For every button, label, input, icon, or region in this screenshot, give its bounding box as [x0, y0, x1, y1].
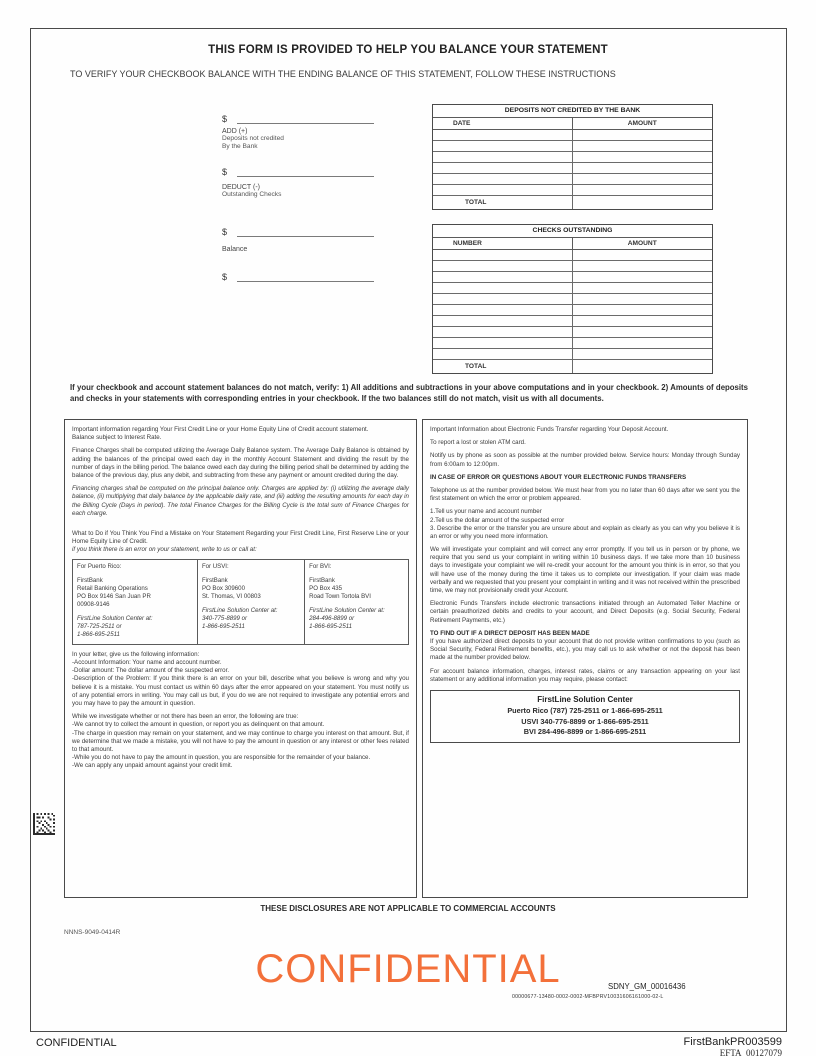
phone-line: 340-775-8899 or	[201, 615, 247, 623]
add-sub-line-2: By the Bank	[222, 143, 258, 151]
table-cell	[433, 250, 573, 260]
table-cell	[573, 283, 713, 293]
table-cell	[433, 272, 573, 282]
table-cell	[433, 349, 573, 359]
table-cell	[573, 316, 713, 326]
region-label: For BVI:	[309, 563, 332, 571]
contact-usvi	[197, 560, 304, 643]
contact-bvi	[304, 560, 408, 643]
deposits-total-row	[433, 196, 712, 209]
table-cell	[573, 294, 713, 304]
table-empty-row	[433, 185, 712, 196]
finance-charges-paragraph: Finance Charges shall be computed utilizing the Average Daily Balance system. The Average Daily Balance is obtained by adding the balances of the principal owed each day in the monthly Account Statement and dividing the result by the number of days in the billing period. The balance owed each day during the billing period shall be determined by adding the balance of the previous day, plus any debit, and subtracting from these any payment or amount credited during the day.	[72, 447, 409, 479]
table-empty-row	[433, 294, 712, 305]
checks-total-label: TOTAL	[433, 360, 573, 373]
table-cell	[573, 141, 713, 151]
balance-subject-line: Balance subject to Interest Rate.	[72, 434, 162, 442]
table-empty-row	[433, 349, 712, 360]
deposits-table-body	[433, 130, 712, 196]
checks-col-amount: AMOUNT	[627, 240, 657, 247]
amount-line-3	[222, 225, 374, 237]
add-label: ADD (+)	[222, 128, 248, 135]
table-empty-row	[433, 327, 712, 338]
investigate-item: -We cannot try to collect the amount in question, or report you as delinquent on that amount.	[72, 721, 325, 729]
table-empty-row	[433, 316, 712, 327]
address-line: 00908-9146	[77, 601, 110, 609]
table-cell	[433, 261, 573, 271]
table-cell	[573, 163, 713, 173]
table-empty-row	[433, 152, 712, 163]
table-empty-row	[433, 283, 712, 294]
deduct-sub-line: Outstanding Checks	[222, 191, 282, 199]
credit-disclosure-heading: Important information regarding Your First Credit Line or your Home Equity Line of Credit account statement.	[72, 426, 369, 433]
table-cell	[433, 283, 573, 293]
deposits-table-title: DEPOSITS NOT CREDITED BY THE BANK	[433, 105, 712, 118]
verify-paragraph	[70, 383, 748, 405]
mistake-heading: What to Do if You Think You Find a Mistake on Your Statement Regarding your First Credit Line, First Reserve Line or your Home Equity Line of Credit.	[72, 529, 409, 546]
phone-line: 1-866-695-2511	[201, 622, 245, 630]
deposits-table-header	[433, 118, 712, 130]
solution-center-phone-usvi: USVI 340-776-8899 or 1-866-695-2511	[521, 716, 649, 726]
amount-line-2	[222, 165, 374, 177]
step-item: 1.Tell us your name and account number	[430, 508, 542, 516]
address-line: FirstBank	[77, 577, 103, 585]
form-instructions: TO VERIFY YOUR CHECKBOOK BALANCE WITH THE ENDING BALANCE OF THIS STATEMENT, FOLLOW THESE INSTRUCTIONS	[70, 69, 616, 79]
add-sub-line-1: Deposits not credited	[222, 135, 284, 142]
table-cell	[573, 185, 713, 195]
solution-center-phone-pr: Puerto Rico (787) 725-2511 or 1-866-695-2511	[507, 706, 663, 716]
checks-table-body	[433, 250, 712, 360]
table-empty-row	[433, 261, 712, 272]
table-cell	[433, 327, 573, 337]
investigate-item: -The charge in question may remain on your statement, and we may continue to charge you interest on that amount. But, if we determine that we made a mistake, you will not have to pay the amount in question or any interest or other fees related to that amount.	[72, 729, 409, 753]
phone-line: 1-866-695-2511	[77, 630, 120, 638]
disclosure-boxes	[64, 419, 748, 898]
atm-report-line: To report a lost or stolen ATM card.	[430, 439, 526, 447]
table-cell	[573, 174, 713, 184]
table-cell	[573, 305, 713, 315]
table-cell	[433, 130, 573, 140]
table-cell	[433, 316, 573, 326]
table-cell	[573, 250, 713, 260]
confidential-watermark: CONFIDENTIAL	[255, 947, 561, 991]
address-line: PO Box 309600	[201, 585, 245, 593]
solution-center-phone-bvi: BVI 284-496-8899 or 1-866-695-2511	[523, 726, 647, 736]
contact-puerto-rico	[73, 560, 197, 643]
credit-line-disclosure-box	[64, 419, 417, 898]
table-cell	[433, 141, 573, 151]
step-item: 3. Describe the error or the transfer you are unsure about and explain as clearly as you can why you believe it is an error or why you need more information.	[430, 524, 740, 540]
table-empty-row	[433, 250, 712, 261]
deposits-total-label: TOTAL	[433, 196, 573, 209]
table-cell	[573, 261, 713, 271]
solution-center-box	[430, 690, 740, 743]
table-cell	[573, 130, 713, 140]
commercial-accounts-disclaimer: THESE DISCLOSURES ARE NOT APPLICABLE TO COMMERCIAL ACCOUNTS	[260, 904, 556, 913]
dollar-sign: $	[222, 271, 228, 282]
address-line: FirstBank	[201, 577, 228, 585]
dollar-sign: $	[222, 114, 228, 124]
form-title: THIS FORM IS PROVIDED TO HELP YOU BALANCE YOUR STATEMENT	[208, 44, 608, 56]
letter-item: -Description of the Problem: If you think there is an error on your bill, describe what you believe is wrong and why you believe it is a mistake. You must contact us within 60 days after the error appeared on your statement. You must notify us of any potential errors in writing. You may call us but, if you do we are not required to investigate any potential errors and you may have to pay the amount in question.	[72, 675, 409, 707]
solution-center-label: FirstLine Solution Center at:	[309, 607, 385, 615]
blank-amount-rule	[237, 281, 374, 282]
checks-table-title: CHECKS OUTSTANDING	[433, 225, 712, 238]
table-empty-row	[433, 163, 712, 174]
investigate-item: -While you do not have to pay the amount in question, you are responsible for the remainder of your balance.	[72, 754, 371, 762]
solution-center-title: FirstLine Solution Center	[537, 694, 633, 704]
solution-center-label: FirstLine Solution Center at:	[77, 615, 153, 623]
table-cell	[433, 163, 573, 173]
solution-center-label: FirstLine Solution Center at:	[201, 607, 278, 615]
balance-worksheet	[222, 112, 374, 282]
table-cell	[573, 327, 713, 337]
checks-col-number: NUMBER	[433, 238, 573, 249]
balance-info-paragraph: For account balance information, charges, interest rates, claims or any transaction appearing on your last statement or any additional information you may require, please contact:	[430, 667, 740, 683]
letter-item: -Account Information: Your name and account number.	[72, 659, 222, 666]
table-empty-row	[433, 130, 712, 141]
error-questions-heading: IN CASE OF ERROR OR QUESTIONS ABOUT YOUR ELECTRONIC FUNDS TRANSFERS	[430, 473, 687, 481]
efta-number: EFTA_00127079	[719, 1048, 782, 1056]
deposits-col-amount: AMOUNT	[627, 120, 657, 127]
regional-contacts-table	[72, 559, 409, 644]
deposits-table	[432, 104, 713, 210]
bates-number: SDNY_GM_00016436	[608, 982, 686, 991]
deposits-col-date: DATE	[433, 118, 573, 129]
region-label: For USVI:	[201, 563, 229, 571]
phone-line: 284-496-8899 or	[309, 615, 355, 623]
direct-deposit-paragraph: If you have authorized direct deposits to your account that do not provide written confirmations to you (such as Social Security, Federal Retirement benefits, etc.), you may call us to ask whether or not the deposit has been made at the number provided below.	[430, 637, 740, 662]
datamatrix-code-icon	[33, 813, 55, 835]
investigate-intro: While we investigate whether or not there has been an error, the following are true:	[72, 713, 299, 721]
table-cell	[433, 294, 573, 304]
dollar-sign: $	[222, 226, 228, 237]
blank-amount-rule	[237, 176, 374, 177]
checks-total-row	[433, 360, 712, 373]
mistake-note: if you think there is an error on your statement, write to us or call at:	[72, 546, 257, 554]
address-line: PO Box 435	[309, 585, 342, 593]
telephone-paragraph: Telephone us at the number provided below. We must hear from you no later than 60 days after we sent you the first statement on which the error or problem appeared.	[430, 486, 740, 503]
form-number: NNNS-9049-0414R	[64, 929, 121, 936]
barcode-text-line: 00000677-13480-0002-0002-MFBPRV10031606161000-02-L	[512, 994, 664, 1000]
table-cell	[573, 338, 713, 348]
balance-label: Balance	[222, 245, 248, 253]
table-cell	[433, 174, 573, 184]
checks-table-header	[433, 238, 712, 250]
table-cell	[573, 152, 713, 162]
table-empty-row	[433, 272, 712, 283]
eft-include-paragraph: Electronic Funds Transfers include electronic transactions initiated through an Automated Teller Machine or certain preauthorized debits and credits to your account, and Direct Deposits (e.g. Social Security, Federal Retirement Payments, etc.)	[430, 600, 740, 624]
table-cell	[433, 152, 573, 162]
address-line: PO Box 9146 San Juan PR	[77, 593, 151, 601]
deduct-label: DEDUCT (-)	[222, 184, 260, 192]
amount-line-1	[222, 112, 374, 124]
table-cell	[433, 185, 573, 195]
financing-charges-paragraph: Financing charges shall be computed on the principal balance only. Charges are applied by: (i) utilizing the average daily balance, (ii) multiplying that daily balance by the applicable daily rate, and (iii) adding the resulting amounts for each day in the Billing Cycle (Days in period). The total Finance Charges for the Billing Cycle is the total sum of Finance Charges for each charge.	[72, 485, 409, 517]
amount-line-4	[222, 270, 374, 282]
phone-line: 1-866-695-2511	[309, 622, 353, 630]
direct-deposit-heading: TO FIND OUT IF A DIRECT DEPOSIT HAS BEEN MADE	[430, 629, 590, 637]
blank-amount-rule	[237, 123, 374, 124]
verify-lead: If your checkbook and account statement balances do not match, verify:	[70, 383, 340, 392]
address-line: FirstBank	[309, 577, 335, 585]
table-cell	[433, 338, 573, 348]
table-cell	[433, 305, 573, 315]
verify-body: 1) All additions and subtractions in your above computations and in your checkbook. 2) Amounts of deposits and checks in your statements with corresponding entries in your checkbook. If the two balances still do not match, visit us with all documents.	[70, 383, 748, 403]
table-cell	[573, 349, 713, 359]
address-line: Retail Banking Operations	[77, 585, 148, 593]
production-number: FirstBankPR003599	[683, 1036, 782, 1048]
notify-paragraph: Notify us by phone as soon as possible at the number provided below. Service hours: Monday through Sunday from 6:00am to 12:00pm.	[430, 452, 740, 468]
table-cell	[573, 360, 713, 373]
region-label: For Puerto Rico:	[77, 563, 122, 571]
eft-heading: Important Information about Electronic Funds Transfer regarding Your Deposit Account.	[430, 426, 669, 433]
table-empty-row	[433, 141, 712, 152]
checks-table	[432, 224, 713, 374]
table-empty-row	[433, 174, 712, 185]
dollar-sign: $	[222, 167, 228, 178]
address-line: Road Town Tortola BVI	[309, 593, 371, 601]
address-line: St. Thomas, VI 00803	[201, 593, 261, 601]
blank-amount-rule	[237, 236, 374, 237]
confidential-footer-label: CONFIDENTIAL	[36, 1037, 117, 1049]
table-cell	[573, 272, 713, 282]
eft-disclosure-box	[422, 419, 748, 898]
investigate-paragraph: We will investigate your complaint and will correct any error promptly. If you tell us in person or by phone, we require that you send us your complaint in writing within 10 business days. If we take more than 10 business days to investigate your complaint we will re-credit your account for the amount you think is in error, so that you will have use of the money during the time it takes us to complete our investigation. If your claim was made verbally and we requested that you present your complaint in writing and it was not received within the prescribed time, we may not provisionally credit your Account.	[430, 546, 740, 594]
table-empty-row	[433, 305, 712, 316]
phone-line: 787-725-2511 or	[77, 622, 122, 630]
investigate-item: -We can apply any unpaid amount against your credit limit.	[72, 762, 233, 770]
table-empty-row	[433, 338, 712, 349]
step-item: 2.Tell us the dollar amount of the suspected error	[430, 516, 565, 524]
letter-intro: In your letter, give us the following information:	[72, 650, 200, 658]
letter-item: -Dollar amount: The dollar amount of the suspected error.	[72, 667, 230, 675]
table-cell	[573, 196, 713, 209]
